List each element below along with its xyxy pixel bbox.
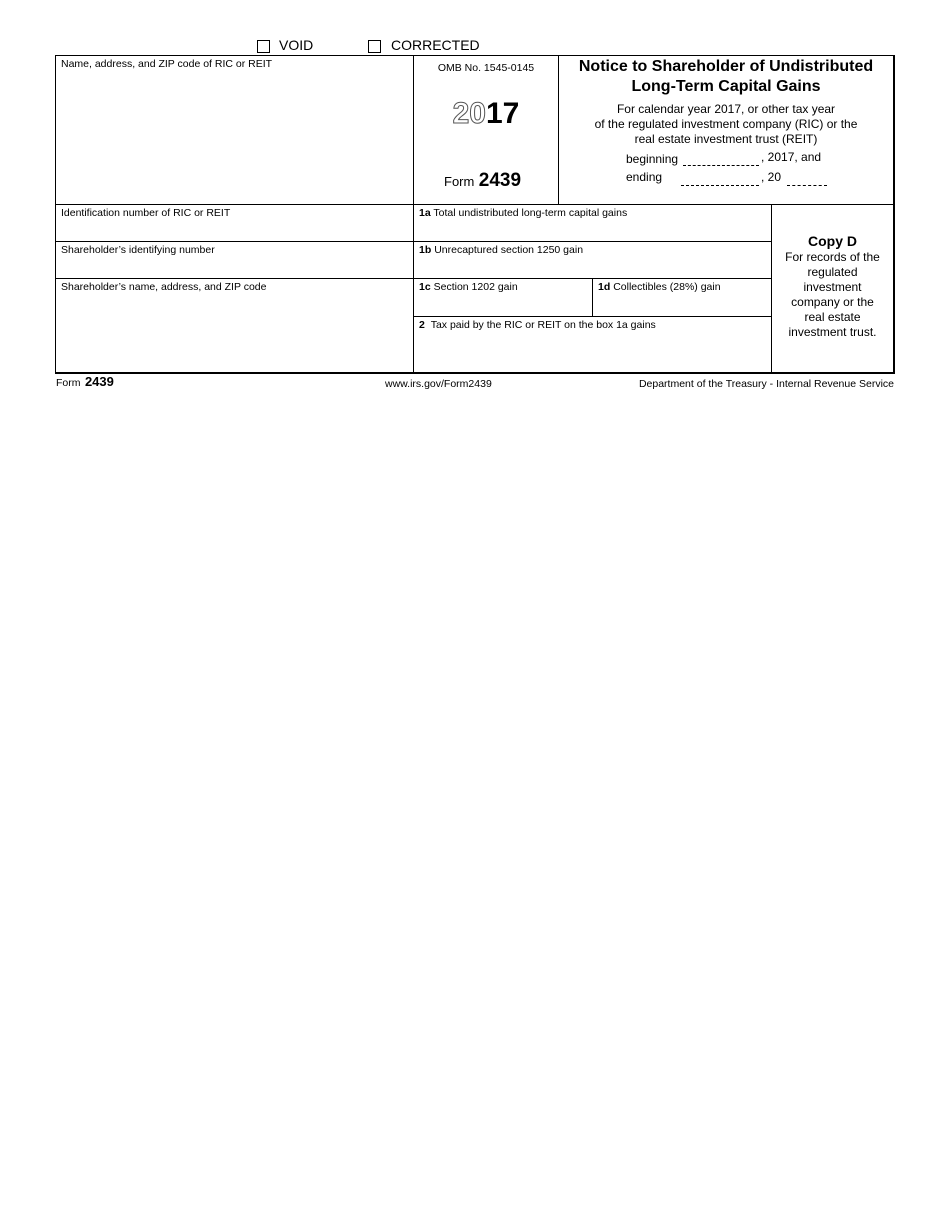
beginning-date-field[interactable] [683, 165, 759, 166]
beginning-suffix: , 2017, and [761, 150, 822, 164]
ending-date-field[interactable] [681, 185, 759, 186]
form-description: For calendar year 2017, or other tax year of the regulated investment company (RIC) or the real estate investment trust (REIT) [594, 102, 858, 146]
ric-name-field[interactable]: Name, address, and ZIP code of RIC or REIT [61, 58, 273, 70]
ric-id-field[interactable]: Identification number of RIC or REIT [61, 207, 231, 219]
void-checkbox[interactable] [257, 40, 270, 53]
tax-year-outline: 20 [452, 97, 486, 130]
copy-title: Copy D [808, 233, 857, 249]
corrected-checkbox[interactable] [368, 40, 381, 53]
tax-year [414, 96, 558, 132]
box-2[interactable]: 2 Tax paid by the RIC or REIT on the box 1a gains [419, 319, 656, 331]
shareholder-name-field[interactable]: Shareholder’s name, address, and ZIP code [61, 281, 267, 293]
box-1b[interactable]: 1b Unrecaptured section 1250 gain [419, 244, 584, 256]
form-title: Notice to Shareholder of Undistributed Long-Term Capital Gains [578, 58, 874, 95]
box-1c[interactable]: 1c Section 1202 gain [419, 281, 518, 293]
omb-number: OMB No. 1545-0145 [437, 62, 535, 74]
footer-department: Department of the Treasury - Internal Revenue Service [638, 378, 894, 390]
copy-designation: Copy D For records of the regulated investment company or the real estate investment trust. [772, 233, 893, 340]
form-id-top: Form 2439 [444, 170, 522, 191]
ending-year-field[interactable] [787, 185, 827, 186]
ending-suffix: , 20 [761, 170, 782, 184]
box-1d[interactable]: 1d Collectibles (28%) gain [598, 281, 721, 293]
corrected-label: CORRECTED [391, 37, 480, 53]
tax-year-bold: 17 [486, 97, 520, 130]
box-1a[interactable]: 1a Total undistributed long-term capital gains [419, 207, 628, 219]
shareholder-id-field[interactable]: Shareholder’s identifying number [61, 244, 215, 256]
void-label: VOID [279, 37, 314, 53]
footer-url[interactable]: www.irs.gov/Form2439 [385, 378, 492, 390]
ending-label: ending [626, 170, 663, 184]
beginning-label: beginning [626, 152, 679, 166]
footer-form-id: Form 2439 [56, 374, 114, 389]
